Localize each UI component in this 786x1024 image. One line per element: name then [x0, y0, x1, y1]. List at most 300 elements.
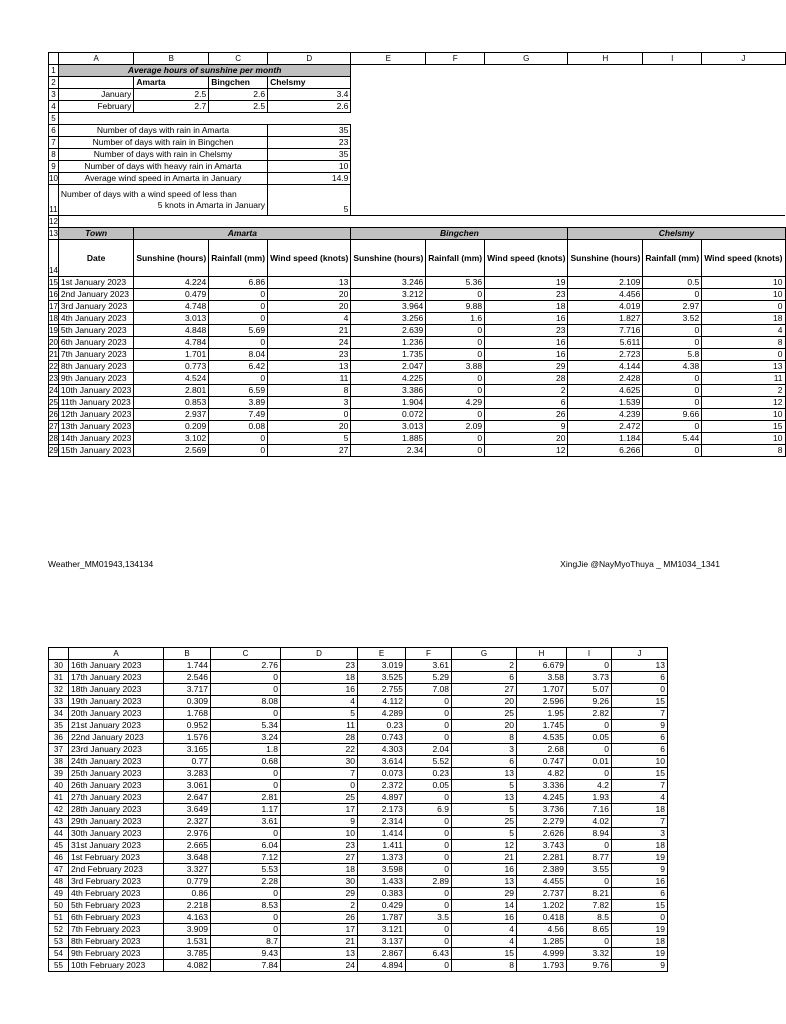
- date-cell[interactable]: 4th February 2023: [69, 888, 164, 900]
- empty-cell[interactable]: [58, 77, 133, 89]
- data-cell[interactable]: 5.53: [211, 864, 281, 876]
- data-cell[interactable]: 1.745: [517, 720, 567, 732]
- empty-cell[interactable]: [351, 173, 785, 185]
- data-cell[interactable]: 3.327: [164, 864, 211, 876]
- row-number[interactable]: 8: [49, 149, 59, 161]
- data-cell[interactable]: 0: [268, 409, 351, 421]
- column-header-f[interactable]: F: [406, 648, 452, 660]
- data-cell[interactable]: 3.283: [164, 768, 211, 780]
- data-cell[interactable]: 6.43: [406, 948, 452, 960]
- data-cell[interactable]: 6: [612, 672, 668, 684]
- date-header[interactable]: Date: [58, 240, 133, 277]
- column-header-c[interactable]: C: [209, 53, 268, 65]
- data-cell[interactable]: 0: [643, 337, 702, 349]
- row-number[interactable]: 1: [49, 65, 59, 77]
- sunshine-value[interactable]: 2.5: [209, 101, 268, 113]
- data-cell[interactable]: 0: [643, 385, 702, 397]
- data-cell[interactable]: 9.88: [426, 301, 485, 313]
- data-cell[interactable]: 2.472: [568, 421, 643, 433]
- row-number[interactable]: 5: [49, 113, 59, 125]
- data-cell[interactable]: 2.81: [211, 792, 281, 804]
- data-cell[interactable]: 3.55: [567, 864, 612, 876]
- data-cell[interactable]: 16: [612, 876, 668, 888]
- data-cell[interactable]: 1.701: [134, 349, 209, 361]
- data-cell[interactable]: 3: [452, 744, 517, 756]
- data-cell[interactable]: 16: [485, 337, 568, 349]
- data-cell[interactable]: 10: [702, 433, 785, 445]
- town-header-amarta[interactable]: Amarta: [134, 77, 209, 89]
- data-cell[interactable]: 0: [211, 672, 281, 684]
- column-header-e[interactable]: E: [351, 53, 426, 65]
- data-cell[interactable]: 2.372: [358, 780, 406, 792]
- stat-value[interactable]: 35: [268, 125, 351, 137]
- data-cell[interactable]: 0: [406, 720, 452, 732]
- empty-cell[interactable]: [351, 113, 785, 125]
- data-cell[interactable]: 0: [406, 900, 452, 912]
- data-cell[interactable]: 1.827: [568, 313, 643, 325]
- data-cell[interactable]: 5: [452, 828, 517, 840]
- data-cell[interactable]: 1.8: [211, 744, 281, 756]
- data-cell[interactable]: 5.611: [568, 337, 643, 349]
- row-number[interactable]: 38: [49, 756, 69, 768]
- data-cell[interactable]: 10: [612, 756, 668, 768]
- data-cell[interactable]: 21: [452, 852, 517, 864]
- data-cell[interactable]: 18: [281, 864, 358, 876]
- data-cell[interactable]: 2.596: [517, 696, 567, 708]
- data-cell[interactable]: 4.144: [568, 361, 643, 373]
- row-number[interactable]: 29: [49, 446, 58, 455]
- date-cell[interactable]: 1st January 2023: [58, 277, 133, 289]
- data-cell[interactable]: 6.59: [209, 385, 268, 397]
- data-cell[interactable]: 24: [281, 960, 358, 972]
- data-cell[interactable]: 8.04: [209, 349, 268, 361]
- data-cell[interactable]: 0: [567, 840, 612, 852]
- data-cell[interactable]: 0: [567, 768, 612, 780]
- row-number[interactable]: 9: [49, 161, 59, 173]
- data-cell[interactable]: 6: [452, 672, 517, 684]
- data-cell[interactable]: 3.32: [567, 948, 612, 960]
- date-cell[interactable]: 19th January 2023: [69, 696, 164, 708]
- column-header-j[interactable]: J: [612, 648, 668, 660]
- data-cell[interactable]: 0: [643, 421, 702, 433]
- data-cell[interactable]: 0: [406, 696, 452, 708]
- data-cell[interactable]: 21: [268, 325, 351, 337]
- date-cell[interactable]: 27th January 2023: [69, 792, 164, 804]
- row-number[interactable]: 37: [49, 744, 69, 756]
- row-number[interactable]: 41: [49, 792, 69, 804]
- data-cell[interactable]: 2.626: [517, 828, 567, 840]
- date-cell[interactable]: 16th January 2023: [69, 660, 164, 672]
- column-header-h[interactable]: H: [568, 53, 643, 65]
- data-cell[interactable]: 11: [268, 373, 351, 385]
- data-cell[interactable]: 0.743: [358, 732, 406, 744]
- data-cell[interactable]: 10: [702, 289, 785, 301]
- data-cell[interactable]: 0: [211, 828, 281, 840]
- data-cell[interactable]: 1.744: [164, 660, 211, 672]
- data-cell[interactable]: 0.77: [164, 756, 211, 768]
- data-cell[interactable]: 5.52: [406, 756, 452, 768]
- data-cell[interactable]: 0: [211, 684, 281, 696]
- data-cell[interactable]: 2.047: [351, 361, 426, 373]
- row-number[interactable]: 51: [49, 912, 69, 924]
- data-cell[interactable]: 0.479: [134, 289, 209, 301]
- data-cell[interactable]: 4.082: [164, 960, 211, 972]
- data-cell[interactable]: 0: [643, 445, 702, 457]
- data-cell[interactable]: 0: [426, 409, 485, 421]
- date-cell[interactable]: 21st January 2023: [69, 720, 164, 732]
- data-cell[interactable]: 0: [406, 888, 452, 900]
- data-cell[interactable]: 8.7: [211, 936, 281, 948]
- row-number[interactable]: 26: [49, 410, 58, 419]
- data-cell[interactable]: 9.66: [643, 409, 702, 421]
- column-header-g[interactable]: G: [452, 648, 517, 660]
- data-cell[interactable]: 8.21: [567, 888, 612, 900]
- data-cell[interactable]: 2: [281, 900, 358, 912]
- row-number[interactable]: 36: [49, 732, 69, 744]
- data-cell[interactable]: 0: [426, 337, 485, 349]
- empty-cell[interactable]: [351, 101, 785, 113]
- month-label[interactable]: February: [58, 101, 133, 113]
- date-cell[interactable]: 14th January 2023: [58, 433, 133, 445]
- data-cell[interactable]: 0.747: [517, 756, 567, 768]
- date-cell[interactable]: 4th January 2023: [58, 313, 133, 325]
- data-cell[interactable]: 0: [211, 708, 281, 720]
- data-cell[interactable]: 2.97: [643, 301, 702, 313]
- data-cell[interactable]: 0.952: [164, 720, 211, 732]
- empty-cell[interactable]: [58, 113, 350, 125]
- data-cell[interactable]: 2.218: [164, 900, 211, 912]
- data-cell[interactable]: 4.748: [134, 301, 209, 313]
- data-cell[interactable]: 2.28: [211, 876, 281, 888]
- data-cell[interactable]: 1.236: [351, 337, 426, 349]
- data-cell[interactable]: 6.86: [209, 277, 268, 289]
- data-cell[interactable]: 3.88: [426, 361, 485, 373]
- sunshine-value[interactable]: 2.5: [134, 89, 209, 101]
- date-cell[interactable]: 2nd February 2023: [69, 864, 164, 876]
- data-cell[interactable]: 4: [268, 313, 351, 325]
- data-cell[interactable]: 7.82: [567, 900, 612, 912]
- data-cell[interactable]: 0.209: [134, 421, 209, 433]
- data-cell[interactable]: 0: [406, 816, 452, 828]
- data-cell[interactable]: 4.625: [568, 385, 643, 397]
- data-cell[interactable]: 6: [612, 888, 668, 900]
- data-cell[interactable]: 7.16: [567, 804, 612, 816]
- data-cell[interactable]: 3.964: [351, 301, 426, 313]
- data-cell[interactable]: 0.01: [567, 756, 612, 768]
- data-cell[interactable]: 1.735: [351, 349, 426, 361]
- data-cell[interactable]: 7: [612, 708, 668, 720]
- row-number[interactable]: 23: [49, 374, 58, 383]
- data-cell[interactable]: 0: [702, 301, 785, 313]
- data-cell[interactable]: 0: [567, 720, 612, 732]
- column-header-h[interactable]: H: [517, 648, 567, 660]
- data-cell[interactable]: 6: [485, 397, 568, 409]
- row-number[interactable]: 34: [49, 708, 69, 720]
- data-cell[interactable]: 2: [485, 385, 568, 397]
- data-cell[interactable]: 4.784: [134, 337, 209, 349]
- data-cell[interactable]: 2.801: [134, 385, 209, 397]
- stat-value[interactable]: 5: [268, 185, 351, 216]
- date-cell[interactable]: 18th January 2023: [69, 684, 164, 696]
- data-cell[interactable]: 29: [281, 888, 358, 900]
- data-cell[interactable]: 0: [209, 289, 268, 301]
- row-number[interactable]: 25: [49, 398, 58, 407]
- column-header-d[interactable]: D: [281, 648, 358, 660]
- data-cell[interactable]: 7.84: [211, 960, 281, 972]
- row-number[interactable]: 42: [49, 804, 69, 816]
- subheader[interactable]: Wind speed (knots): [702, 240, 785, 277]
- data-cell[interactable]: 8: [702, 337, 785, 349]
- data-cell[interactable]: 17: [281, 924, 358, 936]
- row-number[interactable]: 35: [49, 720, 69, 732]
- data-cell[interactable]: 2.109: [568, 277, 643, 289]
- data-cell[interactable]: 1.768: [164, 708, 211, 720]
- date-cell[interactable]: 11th January 2023: [58, 397, 133, 409]
- data-cell[interactable]: 0: [211, 912, 281, 924]
- band-bingchen[interactable]: Bingchen: [351, 228, 568, 240]
- data-cell[interactable]: 0: [643, 289, 702, 301]
- data-cell[interactable]: 1.6: [426, 313, 485, 325]
- data-cell[interactable]: 3.013: [134, 313, 209, 325]
- data-cell[interactable]: 0: [643, 397, 702, 409]
- data-cell[interactable]: 0: [406, 792, 452, 804]
- empty-cell[interactable]: [351, 161, 785, 173]
- data-cell[interactable]: 25: [281, 792, 358, 804]
- data-cell[interactable]: 3.121: [358, 924, 406, 936]
- data-cell[interactable]: 0: [406, 840, 452, 852]
- data-cell[interactable]: 4.303: [358, 744, 406, 756]
- data-cell[interactable]: 3.649: [164, 804, 211, 816]
- data-cell[interactable]: 28: [485, 373, 568, 385]
- data-cell[interactable]: 8: [452, 732, 517, 744]
- data-cell[interactable]: 2.34: [351, 445, 426, 457]
- date-cell[interactable]: 5th January 2023: [58, 325, 133, 337]
- data-cell[interactable]: 5: [281, 708, 358, 720]
- date-cell[interactable]: 8th February 2023: [69, 936, 164, 948]
- data-cell[interactable]: 4: [612, 792, 668, 804]
- data-cell[interactable]: 3.246: [351, 277, 426, 289]
- data-cell[interactable]: 23: [485, 289, 568, 301]
- subheader[interactable]: Sunshine (hours): [134, 240, 209, 277]
- data-cell[interactable]: 4.848: [134, 325, 209, 337]
- data-cell[interactable]: 5: [452, 804, 517, 816]
- row-number[interactable]: 18: [49, 314, 58, 323]
- data-cell[interactable]: 0: [211, 780, 281, 792]
- data-cell[interactable]: 0: [567, 876, 612, 888]
- data-cell[interactable]: 1.411: [358, 840, 406, 852]
- row-number[interactable]: 30: [49, 660, 69, 672]
- data-cell[interactable]: 23: [281, 660, 358, 672]
- row-number[interactable]: 45: [49, 840, 69, 852]
- data-cell[interactable]: 0: [406, 852, 452, 864]
- data-cell[interactable]: 28: [281, 732, 358, 744]
- data-cell[interactable]: 30: [281, 756, 358, 768]
- sunshine-value[interactable]: 2.6: [209, 89, 268, 101]
- data-cell[interactable]: 0.86: [164, 888, 211, 900]
- corner-cell[interactable]: [49, 53, 59, 65]
- data-cell[interactable]: 18: [612, 804, 668, 816]
- data-cell[interactable]: 12: [702, 397, 785, 409]
- data-cell[interactable]: 4.225: [351, 373, 426, 385]
- data-cell[interactable]: 29: [452, 888, 517, 900]
- data-cell[interactable]: 3.386: [351, 385, 426, 397]
- data-cell[interactable]: 0.05: [406, 780, 452, 792]
- data-cell[interactable]: 2.09: [426, 421, 485, 433]
- data-cell[interactable]: 5.29: [406, 672, 452, 684]
- date-cell[interactable]: 3rd February 2023: [69, 876, 164, 888]
- date-cell[interactable]: 31st January 2023: [69, 840, 164, 852]
- data-cell[interactable]: 9: [281, 816, 358, 828]
- data-cell[interactable]: 20: [268, 421, 351, 433]
- data-cell[interactable]: 4: [281, 696, 358, 708]
- data-cell[interactable]: 13: [452, 792, 517, 804]
- data-cell[interactable]: 0: [211, 924, 281, 936]
- subheader[interactable]: Sunshine (hours): [568, 240, 643, 277]
- subheader[interactable]: Rainfall (mm): [209, 240, 268, 277]
- data-cell[interactable]: 8: [268, 385, 351, 397]
- data-cell[interactable]: 0: [209, 373, 268, 385]
- data-cell[interactable]: 0: [209, 301, 268, 313]
- data-cell[interactable]: 0: [426, 385, 485, 397]
- row-number[interactable]: 28: [49, 434, 58, 443]
- data-cell[interactable]: 15: [702, 421, 785, 433]
- date-cell[interactable]: 3rd January 2023: [58, 301, 133, 313]
- data-cell[interactable]: 16: [452, 912, 517, 924]
- row-number[interactable]: 32: [49, 684, 69, 696]
- column-header-i[interactable]: I: [643, 53, 702, 65]
- date-cell[interactable]: 30th January 2023: [69, 828, 164, 840]
- date-cell[interactable]: 15th January 2023: [58, 445, 133, 457]
- empty-cell[interactable]: [351, 65, 785, 77]
- row-number[interactable]: 33: [49, 696, 69, 708]
- data-cell[interactable]: 3.137: [358, 936, 406, 948]
- data-cell[interactable]: 0: [406, 960, 452, 972]
- date-cell[interactable]: 23rd January 2023: [69, 744, 164, 756]
- data-cell[interactable]: 8.53: [211, 900, 281, 912]
- data-cell[interactable]: 0.68: [211, 756, 281, 768]
- date-cell[interactable]: 8th January 2023: [58, 361, 133, 373]
- data-cell[interactable]: 7.716: [568, 325, 643, 337]
- stat-value[interactable]: 23: [268, 137, 351, 149]
- data-cell[interactable]: 3.785: [164, 948, 211, 960]
- data-cell[interactable]: 8.5: [567, 912, 612, 924]
- stat-label[interactable]: Number of days with heavy rain in Amarta: [58, 161, 267, 173]
- subheader[interactable]: Sunshine (hours): [351, 240, 426, 277]
- data-cell[interactable]: 5.44: [643, 433, 702, 445]
- data-cell[interactable]: 3.102: [134, 433, 209, 445]
- data-cell[interactable]: 1.414: [358, 828, 406, 840]
- data-cell[interactable]: 18: [281, 672, 358, 684]
- column-header-a[interactable]: A: [58, 53, 133, 65]
- data-cell[interactable]: 11: [702, 373, 785, 385]
- date-cell[interactable]: 10th February 2023: [69, 960, 164, 972]
- data-cell[interactable]: 3.598: [358, 864, 406, 876]
- empty-cell[interactable]: [351, 137, 785, 149]
- data-cell[interactable]: 0: [612, 684, 668, 696]
- data-cell[interactable]: 15: [612, 768, 668, 780]
- data-cell[interactable]: 0: [426, 325, 485, 337]
- data-cell[interactable]: 6.42: [209, 361, 268, 373]
- row-number[interactable]: 46: [49, 852, 69, 864]
- data-cell[interactable]: 1.184: [568, 433, 643, 445]
- data-cell[interactable]: 0: [643, 325, 702, 337]
- subheader[interactable]: Wind speed (knots): [485, 240, 568, 277]
- data-cell[interactable]: 23: [268, 349, 351, 361]
- data-cell[interactable]: 9.43: [211, 948, 281, 960]
- empty-cell[interactable]: [351, 149, 785, 161]
- row-number[interactable]: 6: [49, 125, 59, 137]
- date-cell[interactable]: 24th January 2023: [69, 756, 164, 768]
- stat-label[interactable]: Number of days with rain in Amarta: [58, 125, 267, 137]
- data-cell[interactable]: 4.289: [358, 708, 406, 720]
- data-cell[interactable]: 0: [426, 373, 485, 385]
- data-cell[interactable]: 7.49: [209, 409, 268, 421]
- data-cell[interactable]: 0.08: [209, 421, 268, 433]
- data-cell[interactable]: 13: [452, 768, 517, 780]
- data-cell[interactable]: 16: [485, 349, 568, 361]
- stat-label-wind-under-5[interactable]: [58, 185, 267, 216]
- data-cell[interactable]: 2.569: [134, 445, 209, 457]
- data-cell[interactable]: 18: [702, 313, 785, 325]
- data-cell[interactable]: 26: [485, 409, 568, 421]
- data-cell[interactable]: 1.202: [517, 900, 567, 912]
- data-cell[interactable]: 1.17: [211, 804, 281, 816]
- empty-cell[interactable]: [58, 216, 785, 228]
- data-cell[interactable]: 4.2: [567, 780, 612, 792]
- row-number[interactable]: 2: [49, 77, 59, 89]
- row-number[interactable]: 50: [49, 900, 69, 912]
- data-cell[interactable]: 3: [268, 397, 351, 409]
- data-cell[interactable]: 1.539: [568, 397, 643, 409]
- row-number[interactable]: 39: [49, 768, 69, 780]
- data-cell[interactable]: 5.07: [567, 684, 612, 696]
- data-cell[interactable]: 4.019: [568, 301, 643, 313]
- data-cell[interactable]: 0.05: [567, 732, 612, 744]
- data-cell[interactable]: 4.245: [517, 792, 567, 804]
- data-cell[interactable]: 4.29: [426, 397, 485, 409]
- town-header-bingchen[interactable]: Bingchen: [209, 77, 268, 89]
- data-cell[interactable]: 4.535: [517, 732, 567, 744]
- data-cell[interactable]: 0: [406, 864, 452, 876]
- data-cell[interactable]: 4.456: [568, 289, 643, 301]
- data-cell[interactable]: 0: [426, 289, 485, 301]
- row-number[interactable]: 14: [49, 240, 59, 277]
- subheader[interactable]: Rainfall (mm): [426, 240, 485, 277]
- row-number[interactable]: 52: [49, 924, 69, 936]
- row-number[interactable]: 27: [49, 422, 58, 431]
- stat-value[interactable]: 35: [268, 149, 351, 161]
- date-cell[interactable]: 26th January 2023: [69, 780, 164, 792]
- row-number[interactable]: 20: [49, 338, 58, 347]
- data-cell[interactable]: 20: [452, 720, 517, 732]
- data-cell[interactable]: 8: [452, 960, 517, 972]
- row-number[interactable]: 19: [49, 326, 58, 335]
- data-cell[interactable]: 0: [567, 660, 612, 672]
- data-cell[interactable]: 0: [426, 445, 485, 457]
- date-cell[interactable]: 7th January 2023: [58, 349, 133, 361]
- data-cell[interactable]: 8.77: [567, 852, 612, 864]
- data-cell[interactable]: 2.281: [517, 852, 567, 864]
- data-cell[interactable]: 23: [485, 325, 568, 337]
- row-number[interactable]: 49: [49, 888, 69, 900]
- data-cell[interactable]: 30: [281, 876, 358, 888]
- data-cell[interactable]: 2.976: [164, 828, 211, 840]
- data-cell[interactable]: 6.266: [568, 445, 643, 457]
- data-cell[interactable]: 1.576: [164, 732, 211, 744]
- data-cell[interactable]: 0: [406, 936, 452, 948]
- data-cell[interactable]: 2.428: [568, 373, 643, 385]
- data-cell[interactable]: 0.23: [358, 720, 406, 732]
